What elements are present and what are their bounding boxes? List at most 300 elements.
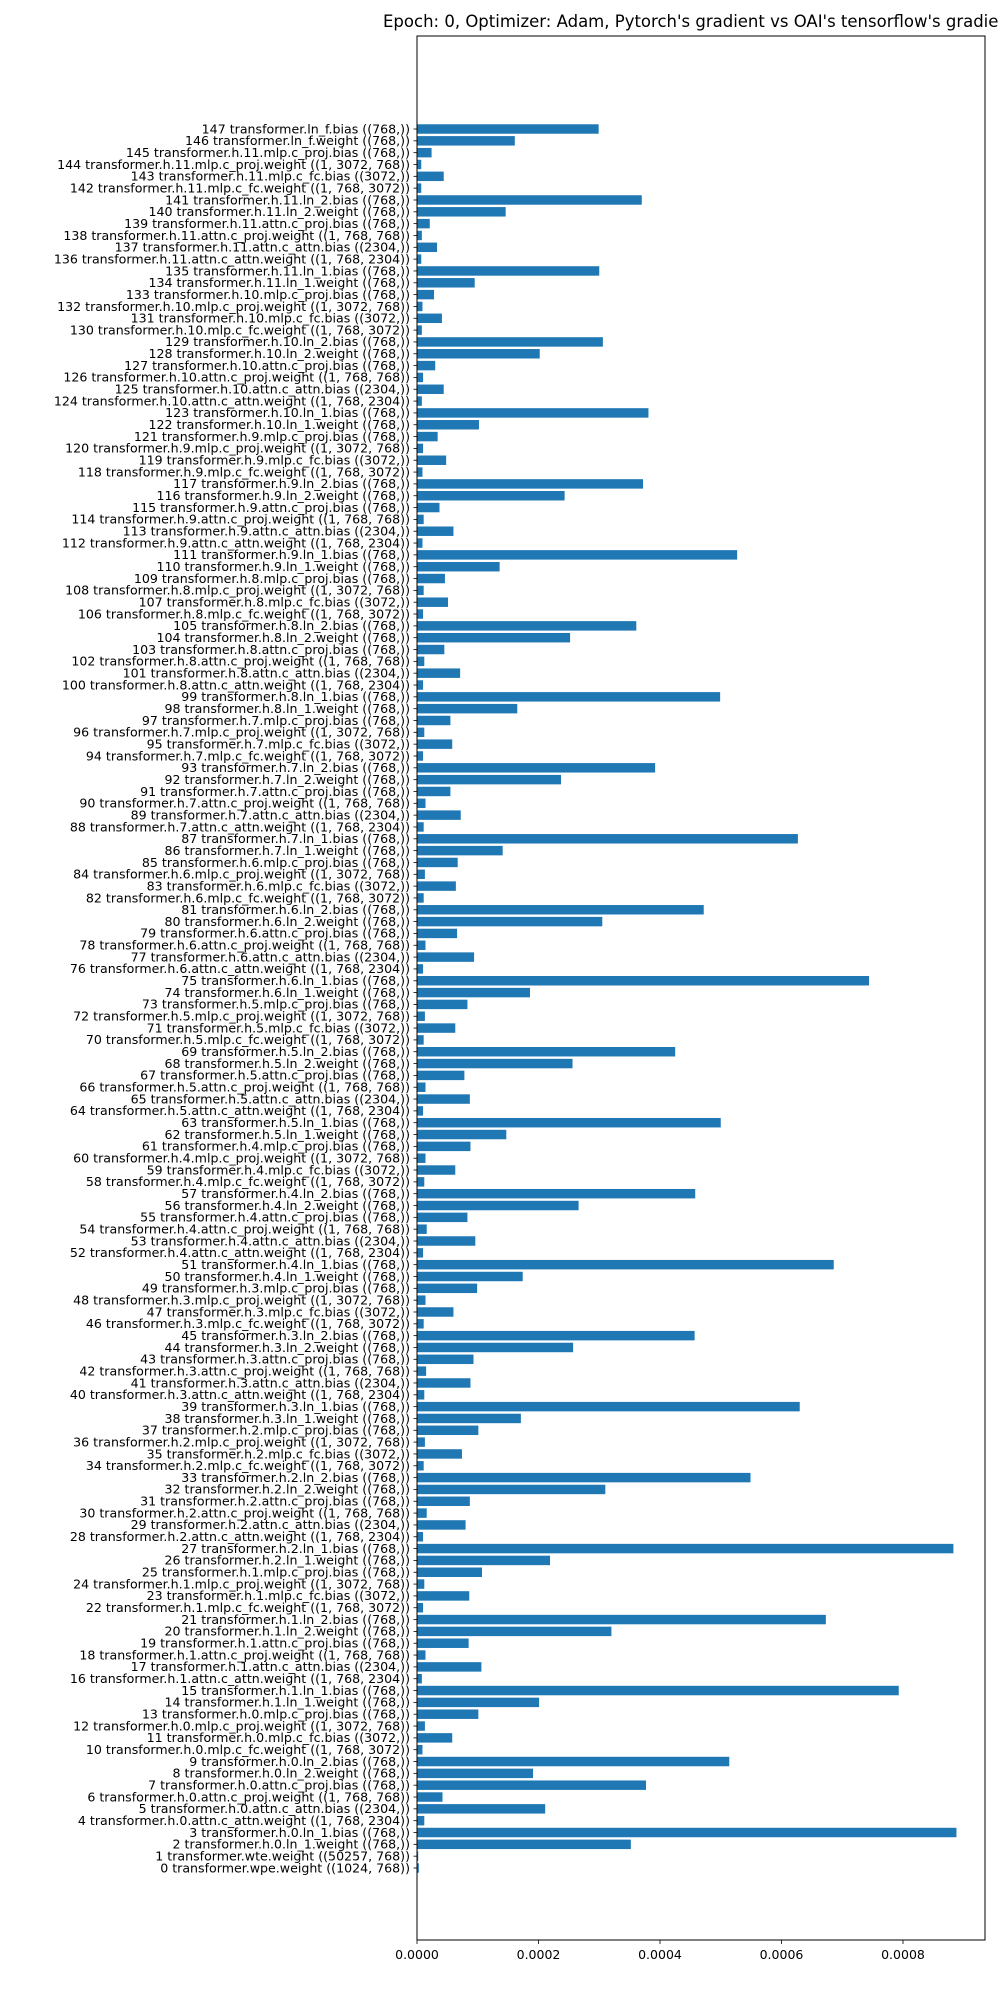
- y-tick-label: 125 transformer.h.10.attn.c_attn.bias ((2304,)): [114, 381, 410, 397]
- y-tick-label: 147 transformer.ln_f.bias ((768,)): [201, 121, 410, 137]
- y-tick-label: 54 transformer.h.4.attn.c_proj.weight ((1, 768, 768)): [79, 1221, 410, 1237]
- y-tick-label: 65 transformer.h.5.attn.c_attn.bias ((2304,)): [130, 1091, 410, 1107]
- bar: [417, 1106, 423, 1115]
- y-tick-label: 48 transformer.h.3.mlp.c_proj.weight ((1, 3072, 768)): [73, 1292, 410, 1308]
- bar: [417, 1591, 469, 1600]
- bar: [417, 1130, 506, 1139]
- bar: [417, 160, 421, 169]
- y-tick-label: 77 transformer.h.6.attn.c_attn.bias ((2304,)): [130, 949, 410, 965]
- bar: [417, 1390, 424, 1399]
- bar: [417, 136, 515, 145]
- y-tick-label: 82 transformer.h.6.mlp.c_fc.weight ((1, 768, 3072)): [85, 890, 410, 906]
- y-tick-label: 115 transformer.h.9.attn.c_proj.bias ((768,)): [132, 499, 410, 515]
- y-tick-label: 87 transformer.h.7.ln_1.bias ((768,)): [181, 831, 410, 847]
- bar: [417, 1082, 426, 1091]
- bar: [417, 1556, 550, 1565]
- bar: [417, 574, 445, 583]
- bar: [417, 1213, 467, 1222]
- bar: [417, 1343, 573, 1352]
- bar: [417, 787, 450, 796]
- bar: [417, 1023, 455, 1032]
- bar: [417, 1674, 422, 1683]
- bar: [417, 1473, 751, 1482]
- y-tick-label: 133 transformer.h.10.mlp.c_proj.bias ((768,)): [125, 286, 410, 302]
- y-tick-label: 127 transformer.h.10.attn.c_proj.bias ((768,)): [124, 357, 410, 373]
- bar: [417, 1650, 426, 1659]
- bar: [417, 1248, 423, 1257]
- bar: [417, 266, 599, 275]
- bar: [417, 124, 599, 133]
- bar: [417, 1792, 443, 1801]
- y-tick-label: 138 transformer.h.11.attn.c_proj.weight ((1, 768, 768)): [63, 227, 410, 243]
- y-tick-label: 110 transformer.h.9.ln_1.weight ((768,)): [156, 559, 410, 575]
- bar: [417, 586, 424, 595]
- bar: [417, 834, 798, 843]
- bar: [417, 1165, 455, 1174]
- bar: [417, 1709, 478, 1718]
- y-tick-label: 86 transformer.h.7.ln_1.weight ((768,)): [164, 842, 410, 858]
- bar: [417, 515, 424, 524]
- y-tick-label: 44 transformer.h.3.ln_2.weight ((768,)): [164, 1339, 410, 1355]
- bar: [417, 763, 655, 772]
- y-tick-label: 97 transformer.h.7.mlp.c_proj.bias ((768,)): [141, 712, 410, 728]
- y-tick-label: 37 transformer.h.2.mlp.c_proj.bias ((768,)): [141, 1422, 410, 1438]
- y-tick-label: 35 transformer.h.2.mlp.c_fc.bias ((3072,)): [146, 1446, 410, 1462]
- bar: [417, 444, 423, 453]
- bar: [417, 1402, 800, 1411]
- y-tick-label: 105 transformer.h.8.ln_2.bias ((768,)): [173, 618, 410, 634]
- y-tick-label: 139 transformer.h.11.attn.c_proj.bias ((768,)): [124, 215, 410, 231]
- y-tick-label: 9 transformer.h.0.ln_2.bias ((768,)): [189, 1753, 410, 1769]
- bar: [417, 668, 460, 677]
- y-tick-label: 0 transformer.wpe.weight ((1024, 768)): [160, 1860, 410, 1876]
- y-tick-label: 98 transformer.h.8.ln_1.weight ((768,)): [164, 700, 410, 716]
- y-tick-label: 61 transformer.h.4.mlp.c_proj.bias ((768,)): [141, 1138, 410, 1154]
- bar: [417, 1071, 464, 1080]
- y-tick-label: 131 transformer.h.10.mlp.c_fc.bias ((3072,)): [130, 310, 410, 326]
- y-tick-label: 140 transformer.h.11.ln_2.weight ((768,)): [148, 204, 410, 220]
- bar: [417, 1236, 475, 1245]
- bar: [417, 1544, 953, 1553]
- y-tick-label: 94 transformer.h.7.mlp.c_fc.weight ((1, 768, 3072)): [85, 748, 410, 764]
- bar: [417, 1153, 426, 1162]
- y-tick-label: 14 transformer.h.1.ln_1.weight ((768,)): [164, 1694, 410, 1710]
- y-tick-label: 11 transformer.h.0.mlp.c_fc.bias ((3072,)): [146, 1730, 410, 1746]
- y-tick-label: 107 transformer.h.8.mlp.c_fc.bias ((3072,)): [138, 594, 410, 610]
- bar: [417, 361, 435, 370]
- bar: [417, 1686, 899, 1695]
- y-tick-label: 142 transformer.h.11.mlp.c_fc.weight ((1, 768, 3072)): [69, 180, 410, 196]
- bar: [417, 1449, 462, 1458]
- bar: [417, 1745, 422, 1754]
- chart-title: Epoch: 0, Optimizer: Adam, Pytorch's gradient vs OAI's tensorflow's gradie: [383, 12, 999, 31]
- bar: [417, 775, 561, 784]
- bar: [417, 503, 439, 512]
- bar: [417, 1485, 605, 1494]
- bar: [417, 219, 430, 228]
- bar: [417, 1331, 695, 1340]
- y-tick-label: 53 transformer.h.4.attn.c_attn.bias ((2304,)): [130, 1233, 410, 1249]
- y-tick-label: 144 transformer.h.11.mlp.c_proj.weight ((1, 3072, 768)): [57, 156, 410, 172]
- y-tick-label: 58 transformer.h.4.mlp.c_fc.weight ((1, 768, 3072)): [85, 1174, 410, 1190]
- bar: [417, 1355, 474, 1364]
- y-tick-label: 102 transformer.h.8.attn.c_proj.weight ((1, 768, 768)): [71, 653, 410, 669]
- y-tick-label: 38 transformer.h.3.ln_1.weight ((768,)): [164, 1410, 410, 1426]
- bar: [417, 609, 423, 618]
- bar: [417, 1260, 834, 1269]
- y-tick-label: 145 transformer.h.11.mlp.c_proj.bias ((768,)): [125, 144, 410, 160]
- y-tick-label: 16 transformer.h.1.attn.c_attn.weight ((1, 768, 2304)): [69, 1671, 410, 1687]
- bar: [417, 456, 446, 465]
- bar: [417, 1721, 425, 1730]
- y-tick-label: 29 transformer.h.2.attn.c_attn.bias ((2304,)): [130, 1517, 410, 1533]
- y-tick-label: 118 transformer.h.9.mlp.c_fc.weight ((1, 768, 3072)): [77, 464, 410, 480]
- bar: [417, 680, 423, 689]
- bar: [417, 1307, 453, 1316]
- y-tick-label: 117 transformer.h.9.ln_2.bias ((768,)): [173, 476, 410, 492]
- bar: [417, 1118, 721, 1127]
- bar: [417, 1189, 695, 1198]
- y-tick-label: 122 transformer.h.10.ln_1.weight ((768,)): [148, 417, 410, 433]
- y-tick-label: 25 transformer.h.1.mlp.c_proj.bias ((768,)): [141, 1564, 410, 1580]
- bar: [417, 1047, 675, 1056]
- y-tick-label: 129 transformer.h.10.ln_2.bias ((768,)): [165, 334, 410, 350]
- y-tick-label: 19 transformer.h.1.attn.c_proj.bias ((768,)): [140, 1635, 410, 1651]
- y-tick-label: 2 transformer.h.0.ln_1.weight ((768,)): [172, 1836, 410, 1852]
- bar: [417, 1201, 579, 1210]
- x-tick-label: 0.0008: [881, 1947, 925, 1962]
- bar: [417, 952, 474, 961]
- y-tick-label: 101 transformer.h.8.attn.c_attn.bias ((2304,)): [122, 665, 410, 681]
- bar: [417, 172, 444, 181]
- y-tick-label: 96 transformer.h.7.mlp.c_proj.weight ((1, 3072, 768)): [73, 724, 410, 740]
- y-tick-label: 111 transformer.h.9.ln_1.bias ((768,)): [173, 547, 410, 563]
- y-tick-label: 62 transformer.h.5.ln_1.weight ((768,)): [164, 1126, 410, 1142]
- x-tick-label: 0.0002: [516, 1947, 561, 1962]
- y-tick-label: 91 transformer.h.7.attn.c_proj.bias ((768,)): [140, 783, 410, 799]
- y-tick-label: 18 transformer.h.1.attn.c_proj.weight ((1, 768, 768)): [79, 1647, 410, 1663]
- bar: [417, 893, 424, 902]
- y-tick-label: 67 transformer.h.5.attn.c_proj.bias ((768,)): [140, 1067, 410, 1083]
- bar: [417, 941, 426, 950]
- bar: [417, 1639, 469, 1648]
- bar: [417, 1000, 467, 1009]
- y-tick-label: 70 transformer.h.5.mlp.c_fc.weight ((1, 768, 3072)): [85, 1032, 410, 1048]
- bar: [417, 846, 503, 855]
- y-tick-label: 55 transformer.h.4.attn.c_proj.bias ((768,)): [140, 1209, 410, 1225]
- bar: [417, 633, 570, 642]
- y-tick-label: 123 transformer.h.10.ln_1.bias ((768,)): [165, 405, 410, 421]
- y-tick-label: 32 transformer.h.2.ln_2.weight ((768,)): [164, 1481, 410, 1497]
- y-tick-label: 81 transformer.h.6.ln_2.bias ((768,)): [181, 902, 410, 918]
- bar: [417, 597, 448, 606]
- bar: [417, 325, 422, 334]
- y-tick-label: 52 transformer.h.4.attn.c_attn.weight ((1, 768, 2304)): [69, 1245, 410, 1261]
- bar: [417, 1272, 523, 1281]
- bar: [417, 1816, 424, 1825]
- y-tick-label: 121 transformer.h.9.mlp.c_proj.bias ((768,)): [133, 428, 410, 444]
- bar: [417, 917, 602, 926]
- y-tick-label: 33 transformer.h.2.ln_2.bias ((768,)): [181, 1469, 410, 1485]
- y-tick-label: 31 transformer.h.2.attn.c_proj.bias ((768,)): [140, 1493, 410, 1509]
- bar: [417, 1579, 424, 1588]
- y-tick-label: 6 transformer.h.0.attn.c_proj.weight ((1, 768, 768)): [87, 1789, 410, 1805]
- y-tick-label: 26 transformer.h.2.ln_1.weight ((768,)): [164, 1552, 410, 1568]
- bar: [417, 799, 426, 808]
- y-tick-label: 83 transformer.h.6.mlp.c_fc.bias ((3072,)): [146, 878, 410, 894]
- y-tick-label: 71 transformer.h.5.mlp.c_fc.bias ((3072,)): [146, 1020, 410, 1036]
- bar: [417, 1437, 425, 1446]
- bar: [417, 1012, 425, 1021]
- y-tick-label: 99 transformer.h.8.ln_1.bias ((768,)): [181, 689, 410, 705]
- bar: [417, 728, 424, 737]
- y-tick-label: 15 transformer.h.1.ln_1.bias ((768,)): [181, 1682, 410, 1698]
- bar: [417, 491, 565, 500]
- bar: [417, 1769, 533, 1778]
- bar: [417, 396, 422, 405]
- bar: [417, 692, 720, 701]
- bar: [417, 716, 450, 725]
- bar: [417, 526, 453, 535]
- bar: [417, 467, 422, 476]
- y-tick-label: 30 transformer.h.2.attn.c_proj.weight ((1, 768, 768)): [79, 1505, 410, 1521]
- bar: [417, 562, 500, 571]
- y-tick-label: 146 transformer.ln_f.weight ((768,)): [184, 133, 410, 149]
- y-tick-label: 4 transformer.h.0.attn.c_attn.weight ((1, 768, 2304)): [77, 1812, 410, 1828]
- y-tick-label: 113 transformer.h.9.attn.c_attn.bias ((2304,)): [122, 523, 410, 539]
- y-tick-label: 41 transformer.h.3.attn.c_attn.bias ((2304,)): [130, 1375, 410, 1391]
- bar: [417, 1757, 729, 1766]
- y-tick-label: 120 transformer.h.9.mlp.c_proj.weight ((1, 3072, 768)): [65, 440, 410, 456]
- bar: [417, 810, 461, 819]
- bar: [417, 1461, 424, 1470]
- y-tick-label: 42 transformer.h.3.attn.c_proj.weight ((1, 768, 768)): [79, 1363, 410, 1379]
- bar: [417, 1568, 482, 1577]
- bar: [417, 905, 704, 914]
- bar: [417, 988, 530, 997]
- y-tick-label: 134 transformer.h.11.ln_1.weight ((768,)): [148, 275, 410, 291]
- y-tick-label: 130 transformer.h.10.mlp.c_fc.weight ((1, 768, 3072)): [69, 322, 410, 338]
- y-tick-label: 137 transformer.h.11.attn.c_attn.bias ((2304,)): [114, 239, 410, 255]
- y-tick-label: 100 transformer.h.8.attn.c_attn.weight ((1, 768, 2304)): [61, 677, 410, 693]
- y-tick-label: 1 transformer.wte.weight ((50257, 768)): [155, 1848, 410, 1864]
- bar: [417, 243, 437, 252]
- y-tick-label: 103 transformer.h.8.attn.c_proj.bias ((768,)): [132, 641, 410, 657]
- y-tick-label: 51 transformer.h.4.ln_1.bias ((768,)): [181, 1256, 410, 1272]
- bar: [417, 1615, 826, 1624]
- y-tick-label: 10 transformer.h.0.mlp.c_fc.weight ((1, 768, 3072)): [85, 1742, 410, 1757]
- y-tick-label: 90 transformer.h.7.attn.c_proj.weight ((1, 768, 768)): [79, 795, 410, 811]
- y-tick-label: 36 transformer.h.2.mlp.c_proj.weight ((1, 3072, 768)): [73, 1434, 410, 1450]
- bar: [417, 231, 422, 240]
- bar: [417, 349, 540, 358]
- x-tick-label: 0.0006: [759, 1947, 804, 1962]
- y-tick-label: 109 transformer.h.8.mlp.c_proj.bias ((768,)): [133, 570, 410, 586]
- y-tick-label: 28 transformer.h.2.attn.c_attn.weight ((1, 768, 2304)): [69, 1529, 410, 1545]
- bar: [417, 373, 423, 382]
- y-tick-label: 108 transformer.h.8.mlp.c_proj.weight ((1, 3072, 768)): [65, 582, 410, 598]
- bar: [417, 479, 643, 488]
- bar: [417, 870, 425, 879]
- bar: [417, 621, 636, 630]
- bar: [417, 1295, 426, 1304]
- bar: [417, 1840, 631, 1849]
- y-tick-label: 49 transformer.h.3.mlp.c_proj.bias ((768,)): [141, 1280, 410, 1296]
- y-tick-label: 79 transformer.h.6.attn.c_proj.bias ((768,)): [140, 925, 410, 941]
- bar: [417, 1059, 573, 1068]
- bar: [417, 1497, 470, 1506]
- y-tick-label: 27 transformer.h.2.ln_1.bias ((768,)): [181, 1540, 410, 1556]
- y-tick-label: 80 transformer.h.6.ln_2.weight ((768,)): [164, 913, 410, 929]
- y-tick-label: 45 transformer.h.3.ln_2.bias ((768,)): [181, 1327, 410, 1343]
- y-tick-label: 78 transformer.h.6.attn.c_proj.weight ((1, 768, 768)): [79, 937, 410, 953]
- x-tick-label: 0.0004: [638, 1947, 682, 1962]
- bar: [417, 1378, 470, 1387]
- bar: [417, 1366, 426, 1375]
- bar: [417, 254, 421, 263]
- y-tick-label: 3 transformer.h.0.ln_1.bias ((768,)): [189, 1824, 410, 1840]
- y-tick-label: 64 transformer.h.5.attn.c_attn.weight ((1, 768, 2304)): [69, 1103, 410, 1119]
- y-tick-label: 126 transformer.h.10.attn.c_proj.weight ((1, 768, 768)): [63, 369, 410, 385]
- bar: [417, 550, 737, 559]
- y-tick-label: 60 transformer.h.4.mlp.c_proj.weight ((1, 3072, 768)): [73, 1150, 410, 1166]
- bar: [417, 858, 458, 867]
- y-tick-label: 93 transformer.h.7.ln_2.bias ((768,)): [181, 760, 410, 776]
- y-tick-label: 104 transformer.h.8.ln_2.weight ((768,)): [156, 629, 410, 645]
- bar: [417, 1094, 470, 1103]
- bar: [417, 1224, 427, 1233]
- bar: [417, 881, 456, 890]
- bar: [417, 183, 421, 192]
- y-tick-label: 68 transformer.h.5.ln_2.weight ((768,)): [164, 1055, 410, 1071]
- bar: [417, 1035, 424, 1044]
- y-tick-label: 17 transformer.h.1.attn.c_attn.bias ((2304,)): [130, 1659, 410, 1675]
- bar: [417, 1698, 539, 1707]
- y-tick-label: 106 transformer.h.8.mlp.c_fc.weight ((1, 768, 3072)): [77, 606, 410, 622]
- y-tick-label: 95 transformer.h.7.mlp.c_fc.bias ((3072,)): [146, 736, 410, 752]
- y-tick-label: 46 transformer.h.3.mlp.c_fc.weight ((1, 768, 3072)): [85, 1316, 410, 1332]
- bar: [417, 207, 506, 216]
- y-tick-label: 116 transformer.h.9.ln_2.weight ((768,)): [156, 488, 410, 504]
- y-tick-label: 92 transformer.h.7.ln_2.weight ((768,)): [164, 771, 410, 787]
- y-tick-label: 59 transformer.h.4.mlp.c_fc.bias ((3072,)): [146, 1162, 410, 1178]
- y-tick-label: 21 transformer.h.1.ln_2.bias ((768,)): [181, 1611, 410, 1627]
- bar: [417, 420, 479, 429]
- bar: [417, 1284, 477, 1293]
- y-tick-label: 69 transformer.h.5.ln_2.bias ((768,)): [181, 1044, 410, 1060]
- y-tick-label: 12 transformer.h.0.mlp.c_proj.weight ((1, 3072, 768)): [73, 1718, 410, 1734]
- y-tick-label: 85 transformer.h.6.mlp.c_proj.bias ((768,)): [141, 854, 410, 870]
- bar: [417, 1828, 956, 1837]
- bar: [417, 976, 869, 985]
- bar: [417, 645, 444, 654]
- x-tick-label: 0.0000: [395, 1947, 439, 1962]
- y-tick-label: 13 transformer.h.0.mlp.c_proj.bias ((768,)): [141, 1706, 410, 1722]
- bar: [417, 1520, 466, 1529]
- bar: [417, 1662, 481, 1671]
- y-tick-label: 75 transformer.h.6.ln_1.bias ((768,)): [181, 973, 410, 989]
- bar: [417, 1733, 452, 1742]
- y-tick-label: 24 transformer.h.1.mlp.c_proj.weight ((1, 3072, 768)): [73, 1576, 410, 1592]
- y-tick-label: 50 transformer.h.4.ln_1.weight ((768,)): [164, 1268, 410, 1284]
- bar: [417, 657, 424, 666]
- bar: [417, 290, 434, 299]
- bar: [417, 1142, 470, 1151]
- y-tick-label: 114 transformer.h.9.attn.c_proj.weight ((1, 768, 768)): [71, 511, 410, 527]
- y-tick-label: 119 transformer.h.9.mlp.c_fc.bias ((3072,)): [138, 452, 410, 468]
- bar: [417, 1414, 521, 1423]
- y-tick-label: 132 transformer.h.10.mlp.c_proj.weight ((1, 3072, 768)): [57, 298, 410, 314]
- bar: [417, 1804, 545, 1813]
- bar: [417, 739, 452, 748]
- bar: [417, 1177, 424, 1186]
- bar: [417, 148, 432, 157]
- y-tick-label: 56 transformer.h.4.ln_2.weight ((768,)): [164, 1197, 410, 1213]
- bar: [417, 302, 422, 311]
- bar: [417, 1508, 427, 1517]
- y-tick-label: 73 transformer.h.5.mlp.c_proj.bias ((768,)): [141, 996, 410, 1012]
- bar: [417, 1319, 424, 1328]
- y-tick-label: 22 transformer.h.1.mlp.c_fc.weight ((1, 768, 3072)): [85, 1600, 410, 1616]
- y-tick-label: 141 transformer.h.11.ln_2.bias ((768,)): [165, 192, 410, 208]
- y-tick-label: 40 transformer.h.3.attn.c_attn.weight ((1, 768, 2304)): [69, 1387, 410, 1403]
- y-tick-label: 63 transformer.h.5.ln_1.bias ((768,)): [181, 1115, 410, 1131]
- bar: [417, 1603, 423, 1612]
- y-tick-label: 128 transformer.h.10.ln_2.weight ((768,)): [148, 346, 410, 362]
- bar: [417, 964, 423, 973]
- y-tick-label: 8 transformer.h.0.ln_2.weight ((768,)): [172, 1765, 410, 1781]
- y-tick-label: 34 transformer.h.2.mlp.c_fc.weight ((1, 768, 3072)): [85, 1458, 410, 1474]
- y-tick-label: 7 transformer.h.0.attn.c_proj.bias ((768,)): [148, 1777, 410, 1793]
- y-tick-label: 136 transformer.h.11.attn.c_attn.weight ((1, 768, 2304)): [53, 251, 410, 267]
- y-tick-label: 66 transformer.h.5.attn.c_proj.weight ((1, 768, 768)): [79, 1079, 410, 1095]
- bar: [417, 538, 422, 547]
- bar: [417, 408, 648, 417]
- y-tick-label: 43 transformer.h.3.attn.c_proj.bias ((768,)): [140, 1351, 410, 1367]
- bar: [417, 1532, 423, 1541]
- bar: [417, 385, 444, 394]
- y-tick-label: 57 transformer.h.4.ln_2.bias ((768,)): [181, 1185, 410, 1201]
- bar: [417, 751, 423, 760]
- y-tick-label: 88 transformer.h.7.attn.c_attn.weight ((1, 768, 2304)): [69, 819, 410, 835]
- bar: [417, 704, 517, 713]
- y-tick-label: 143 transformer.h.11.mlp.c_fc.bias ((3072,)): [130, 168, 410, 184]
- bar: [417, 337, 603, 346]
- y-tick-label: 135 transformer.h.11.ln_1.bias ((768,)): [165, 263, 410, 279]
- y-tick-label: 74 transformer.h.6.ln_1.weight ((768,)): [164, 984, 410, 1000]
- bar: [417, 1426, 478, 1435]
- y-tick-label: 23 transformer.h.1.mlp.c_fc.bias ((3072,)): [146, 1588, 410, 1604]
- bar: [417, 1780, 646, 1789]
- y-tick-label: 124 transformer.h.10.attn.c_attn.weight ((1, 768, 2304)): [53, 393, 410, 409]
- y-tick-label: 76 transformer.h.6.attn.c_attn.weight ((1, 768, 2304)): [69, 961, 410, 977]
- y-tick-label: 20 transformer.h.1.ln_2.weight ((768,)): [164, 1623, 410, 1639]
- bar: [417, 278, 475, 287]
- y-tick-label: 112 transformer.h.9.attn.c_attn.weight ((1, 768, 2304)): [61, 535, 410, 551]
- bar: [417, 195, 642, 204]
- bar: [417, 314, 442, 323]
- y-tick-label: 47 transformer.h.3.mlp.c_fc.bias ((3072,)): [146, 1304, 410, 1320]
- bar: [417, 1627, 611, 1636]
- y-tick-label: 72 transformer.h.5.mlp.c_proj.weight ((1, 3072, 768)): [73, 1008, 410, 1024]
- y-tick-label: 39 transformer.h.3.ln_1.bias ((768,)): [181, 1398, 410, 1414]
- y-tick-label: 84 transformer.h.6.mlp.c_proj.weight ((1, 3072, 768)): [73, 866, 410, 882]
- bar: [417, 822, 424, 831]
- y-tick-label: 5 transformer.h.0.attn.c_attn.bias ((2304,)): [138, 1801, 410, 1817]
- bar: [417, 432, 438, 441]
- bar: [417, 929, 457, 938]
- y-tick-label: 89 transformer.h.7.attn.c_attn.bias ((2304,)): [130, 807, 410, 823]
